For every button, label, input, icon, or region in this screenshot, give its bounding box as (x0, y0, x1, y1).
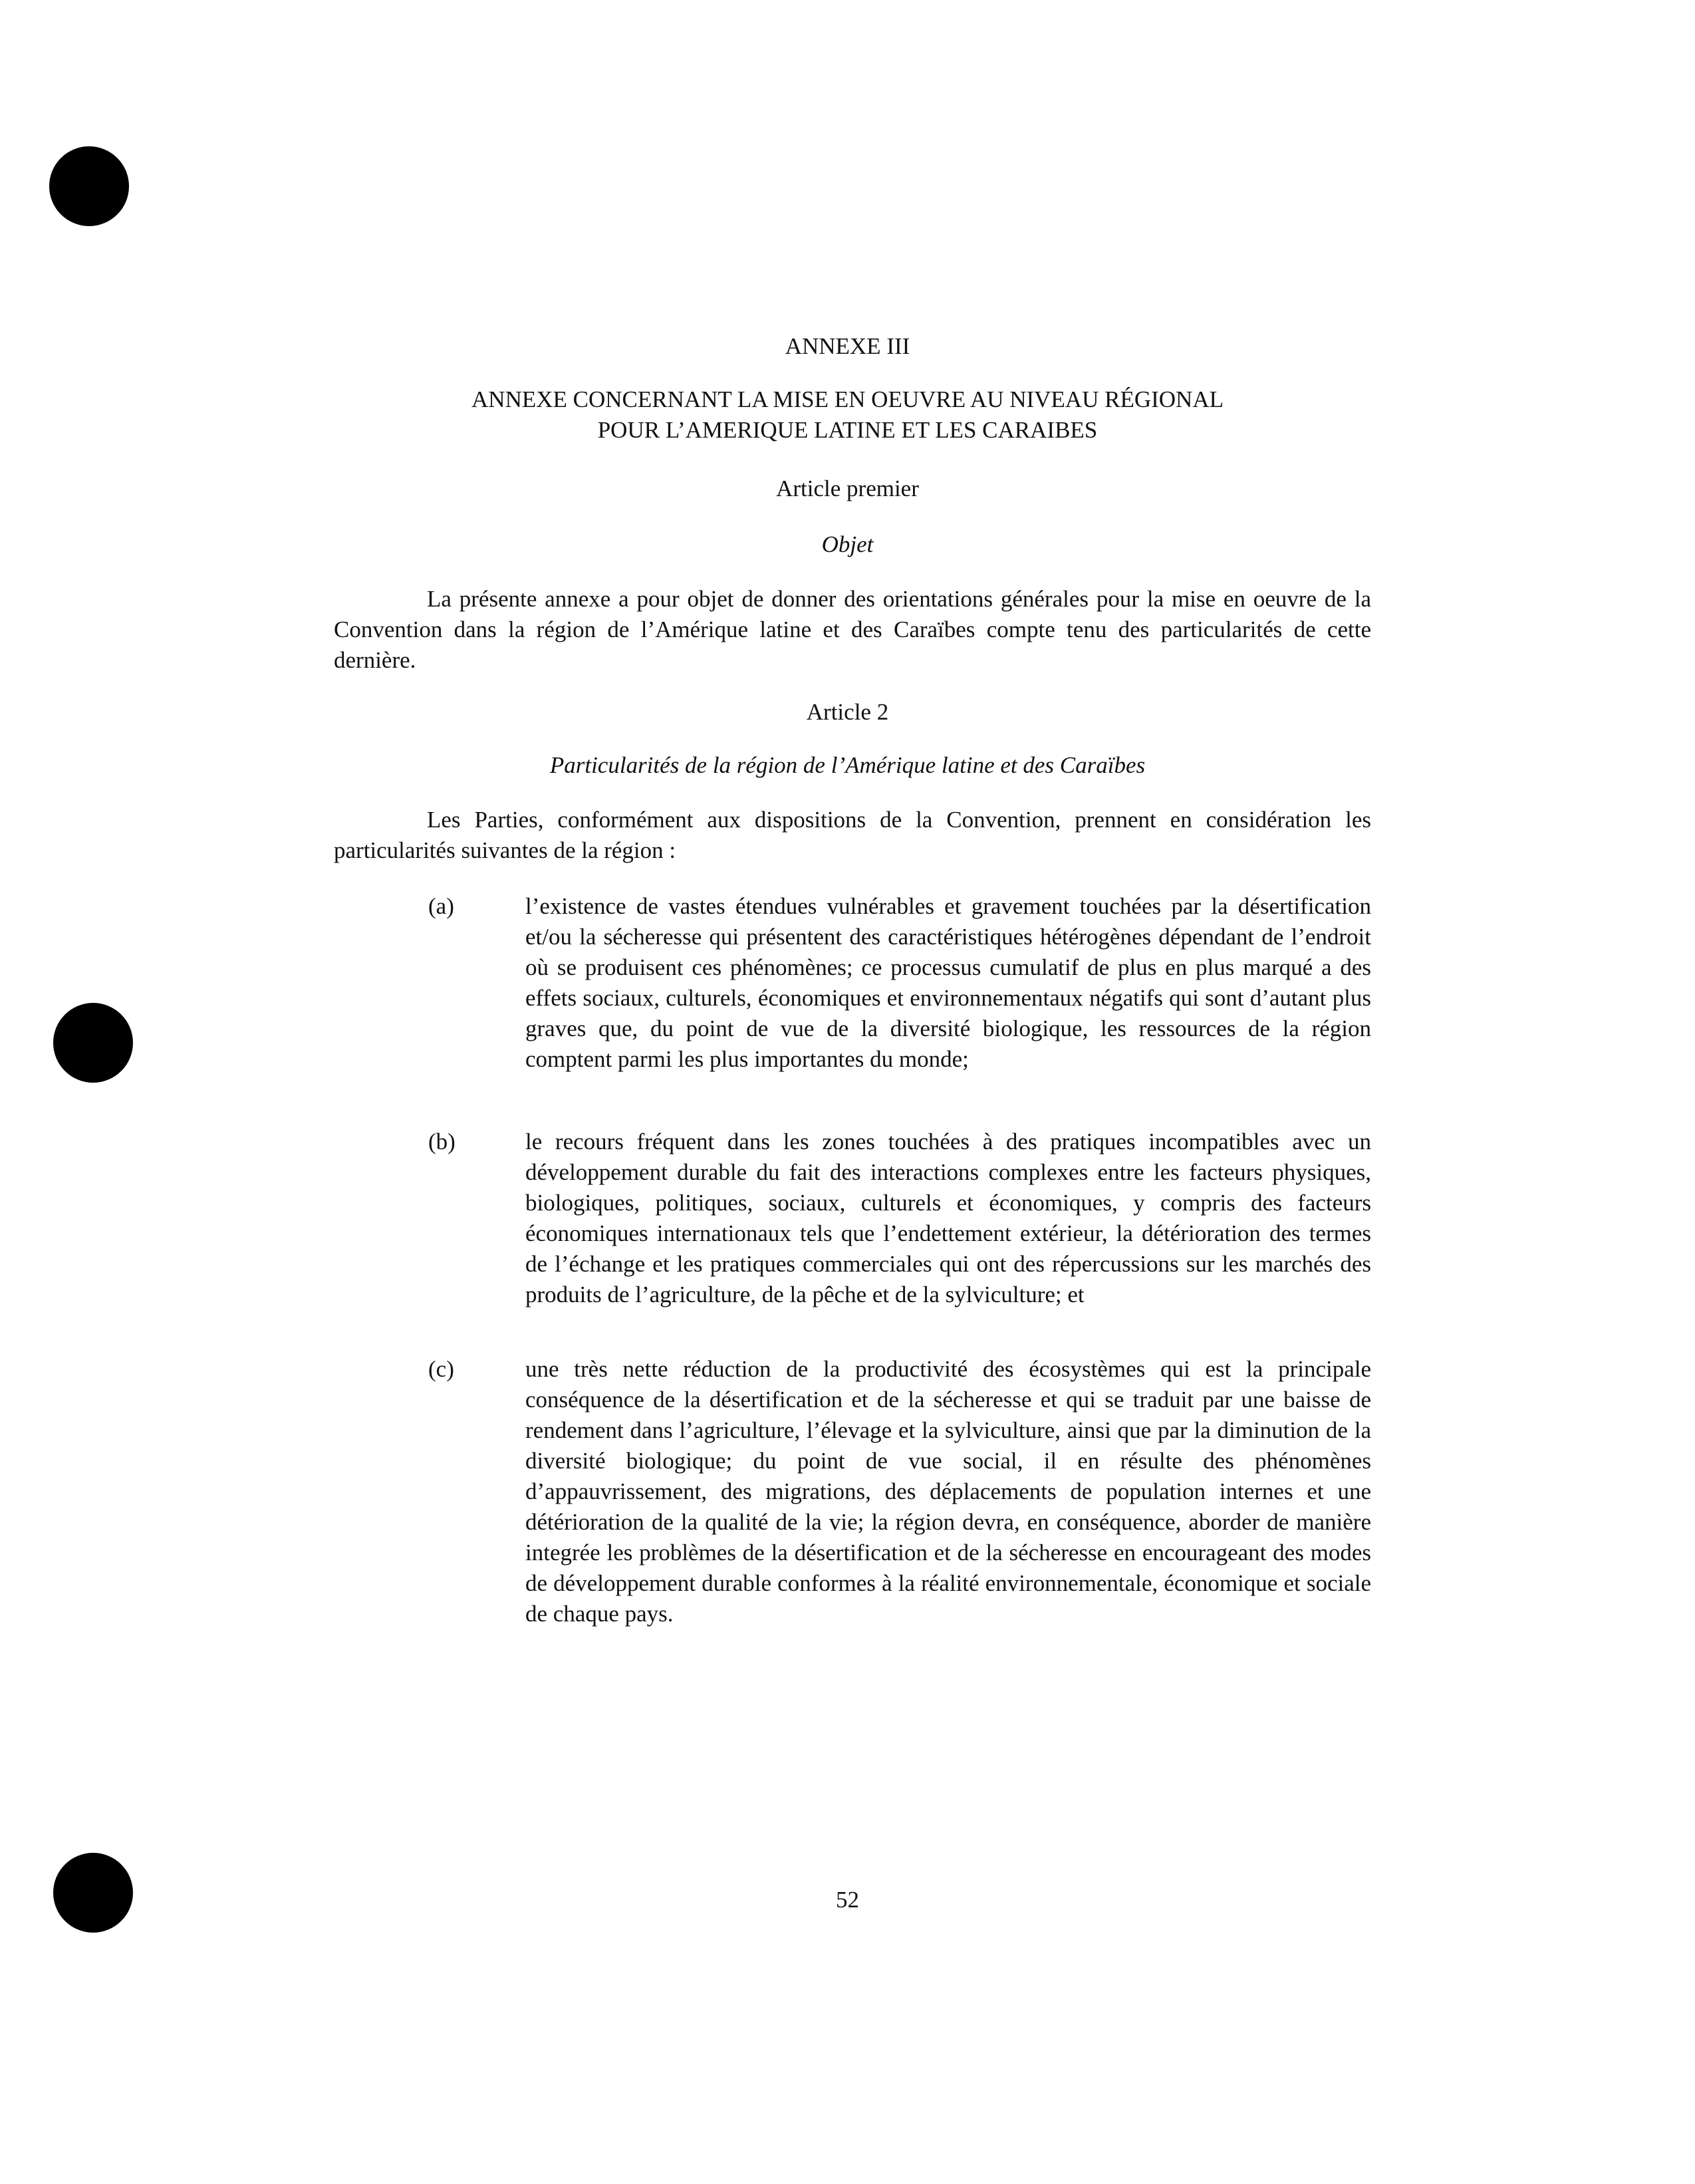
list-item-text: l’existence de vastes étendues vulnérables et gravement touchées par la désertification et/ou la sécheresse qui présentent des caractéristiques hétérogènes dépendant de l’endroit où se produisent ces phénomènes; ce processus cumulatif de plus en plus marqué a des effets sociaux, culturels, économiques et environnementaux négatifs qui sont d’autant plus graves que, du point de vue de la diversité biologique, les ressources de la région comptent parmi les plus importantes du monde; (525, 893, 1371, 1072)
article-1-paragraph: La présente annexe a pour objet de donner des orientations générales pour la mise en oeuvre de la Convention dans la région de l’Amérique latine et des Caraïbes compte tenu des particularités de cette dernière. (334, 586, 1371, 673)
article-2-heading: Article 2 (806, 699, 889, 725)
article-2-subject: Particularités de la région de l’Amérique latine et des Caraïbes (549, 752, 1146, 778)
annex-label: ANNEXE III (785, 333, 910, 359)
punch-hole-top (49, 146, 129, 226)
annex-title: ANNEXE CONCERNANT LA MISE EN OEUVRE AU NIVEAU RÉGIONAL POUR L’AMERIQUE LATINE ET LES CARAIBES (471, 386, 1224, 443)
page-number: 52 (836, 1887, 859, 1913)
list-item-marker: (b) (428, 1129, 456, 1155)
article-2-intro: Les Parties, conformément aux dispositions de la Convention, prennent en considération les particularités suivantes de la région : (334, 807, 1371, 863)
list-item-text: le recours fréquent dans les zones touchées à des pratiques incompatibles avec un développement durable du fait des interactions complexes entre les facteurs physiques, biologiques, politiques, sociaux, culturels et économiques, y compris des facteurs économiques internationaux tels que l’endettement extérieur, la détérioration des termes de l’échange et les pratiques commerciales qui ont des répercussions sur les marchés des produits de l’agriculture, de la pêche et de la sylviculture; et (525, 1129, 1371, 1307)
list-item-text: une très nette réduction de la productivité des écosystèmes qui est la principale conséquence de la désertification et de la sécheresse et qui se traduit par une baisse de rendement dans l’agriculture, l’élevage et la sylviculture, ainsi que par la diminution de la diversité biologique; du point de vue social, il en résulte des phénomènes d’appauvrissement, des migrations, des déplacements de population internes et une détérioration de la qualité de la vie; la région devra, en conséquence, aborder de manière integrée les problèmes de la désertification et de la sécheresse en encourageant des modes de développement durable conformes à la réalité environnementale, économique et sociale de chaque pays. (525, 1356, 1371, 1627)
article-1-subject: Objet (821, 531, 874, 557)
list-item-marker: (a) (428, 893, 454, 919)
punch-hole-middle (53, 1003, 133, 1083)
list-item-marker: (c) (428, 1356, 454, 1382)
article-1-heading: Article premier (776, 476, 919, 501)
